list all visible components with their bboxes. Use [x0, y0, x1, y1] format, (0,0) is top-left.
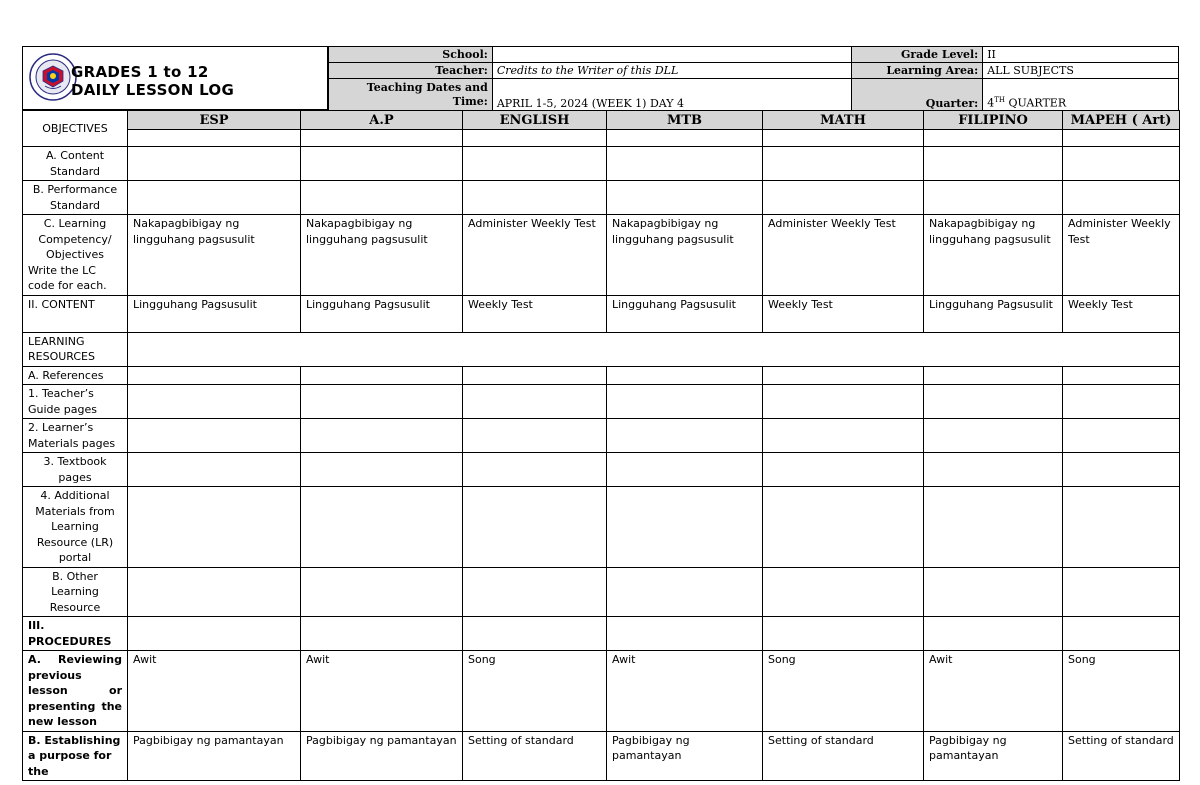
objectives-cell[interactable] [607, 130, 763, 147]
competency-cell-filipino[interactable]: Nakapagbibigay ng lingguhang pagsusulit [924, 215, 1063, 296]
teachers-guide-cell[interactable] [463, 385, 607, 419]
learning-resources-cell[interactable] [128, 332, 1180, 366]
row-label-content-standard: A. Content Standard [23, 147, 128, 181]
content-standard-cell[interactable] [463, 147, 607, 181]
procedures-cell[interactable] [763, 617, 924, 651]
other-resource-cell[interactable] [301, 567, 463, 617]
quarter-field[interactable] [983, 79, 1179, 111]
content-cell-ap[interactable]: Lingguhang Pagsusulit [301, 295, 463, 332]
content-standard-cell[interactable] [924, 147, 1063, 181]
references-cell[interactable] [128, 366, 301, 385]
learners-materials-cell[interactable] [128, 419, 301, 453]
procedures-cell[interactable] [607, 617, 763, 651]
procedures-cell[interactable] [463, 617, 607, 651]
textbook-pages-cell[interactable] [463, 453, 607, 487]
daily-lesson-log-page [22, 46, 1179, 781]
reviewing-cell-filipino[interactable]: Awit [924, 651, 1063, 732]
learners-materials-cell[interactable] [301, 419, 463, 453]
reviewing-cell-mapeh[interactable]: Song [1063, 651, 1180, 732]
competency-cell-mapeh[interactable]: Administer Weekly Test [1063, 215, 1180, 296]
textbook-pages-cell[interactable] [301, 453, 463, 487]
row-label-content: II. CONTENT [23, 295, 128, 332]
info-table [328, 46, 1179, 111]
references-cell[interactable] [607, 366, 763, 385]
learning-area-field[interactable]: ALL SUBJECTS [983, 63, 1179, 79]
performance-standard-cell[interactable] [607, 181, 763, 215]
subject-header-filipino: FILIPINO [924, 111, 1063, 130]
teachers-guide-cell[interactable] [1063, 385, 1180, 419]
content-cell-english[interactable]: Weekly Test [463, 295, 607, 332]
row-label-reviewing: A. Reviewing previous lesson or presenting the new lesson [23, 651, 128, 732]
competency-cell-english[interactable]: Administer Weekly Test [463, 215, 607, 296]
row-label-other-resource: B. Other Learning Resource [23, 567, 128, 617]
establishing-cell-ap[interactable]: Pagbibigay ng pamantayan [301, 731, 463, 781]
objectives-cell[interactable] [301, 130, 463, 147]
teacher-label: Teacher: [329, 63, 493, 79]
procedures-cell[interactable] [301, 617, 463, 651]
other-resource-cell[interactable] [607, 567, 763, 617]
establishing-cell-mtb[interactable]: Pagbibigay ng pamantayan [607, 731, 763, 781]
teaching-dates-label [329, 79, 493, 111]
grade-level-field[interactable]: II [983, 47, 1179, 63]
title-box [22, 46, 328, 110]
competency-cell-math[interactable]: Administer Weekly Test [763, 215, 924, 296]
teachers-guide-cell[interactable] [924, 385, 1063, 419]
teachers-guide-cell[interactable] [128, 385, 301, 419]
teachers-guide-cell[interactable] [607, 385, 763, 419]
reviewing-cell-ap[interactable]: Awit [301, 651, 463, 732]
quarter-number: 4 [987, 97, 995, 110]
textbook-pages-cell[interactable] [607, 453, 763, 487]
objectives-cell[interactable] [924, 130, 1063, 147]
row-label-learning-competency [23, 215, 128, 296]
row-label-additional-materials: 4. Additional Materials from Learning Resource (LR) portal [23, 487, 128, 568]
establishing-cell-filipino[interactable]: Pagbibigay ng pamantayan [924, 731, 1063, 781]
content-cell-mtb[interactable]: Lingguhang Pagsusulit [607, 295, 763, 332]
row-label-teachers-guide: 1. Teacher’s Guide pages [23, 385, 128, 419]
references-cell[interactable] [463, 366, 607, 385]
competency-cell-mtb[interactable]: Nakapagbibigay ng lingguhang pagsusulit [607, 215, 763, 296]
row-label-references: A. References [23, 366, 128, 385]
objectives-cell[interactable] [463, 130, 607, 147]
quarter-text: QUARTER [1004, 97, 1067, 110]
teaching-dates-label-line1: Teaching Dates and [366, 80, 488, 94]
additional-materials-cell[interactable] [1063, 487, 1180, 568]
content-standard-cell[interactable] [607, 147, 763, 181]
lesson-log-table [22, 110, 1180, 781]
subject-header-english: ENGLISH [463, 111, 607, 130]
additional-materials-cell[interactable] [463, 487, 607, 568]
learners-materials-cell[interactable] [607, 419, 763, 453]
learners-materials-cell[interactable] [763, 419, 924, 453]
title-grades: GRADES 1 to 12 [71, 63, 209, 81]
references-cell[interactable] [763, 366, 924, 385]
subject-header-mtb: MTB [607, 111, 763, 130]
content-standard-cell[interactable] [1063, 147, 1180, 181]
quarter-suffix: TH [994, 96, 1005, 105]
reviewing-cell-english[interactable]: Song [463, 651, 607, 732]
content-cell-mapeh[interactable]: Weekly Test [1063, 295, 1180, 332]
content-cell-math[interactable]: Weekly Test [763, 295, 924, 332]
learners-materials-cell[interactable] [1063, 419, 1180, 453]
reviewing-cell-mtb[interactable]: Awit [607, 651, 763, 732]
reviewing-cell-esp[interactable]: Awit [128, 651, 301, 732]
objectives-cell[interactable] [763, 130, 924, 147]
learning-competency-note: Write the LC code for each. [28, 263, 107, 292]
textbook-pages-cell[interactable] [1063, 453, 1180, 487]
school-field[interactable] [492, 47, 851, 63]
additional-materials-cell[interactable] [924, 487, 1063, 568]
procedures-cell[interactable] [128, 617, 301, 651]
dll-header [22, 46, 1179, 110]
additional-materials-cell[interactable] [607, 487, 763, 568]
performance-standard-cell[interactable] [128, 181, 301, 215]
additional-materials-cell[interactable] [301, 487, 463, 568]
objectives-header: OBJECTIVES [23, 111, 128, 147]
subject-header-mapeh: MAPEH ( Art) [1063, 111, 1180, 130]
references-cell[interactable] [301, 366, 463, 385]
other-resource-cell[interactable] [128, 567, 301, 617]
grade-level-label: Grade Level: [852, 47, 983, 63]
other-resource-cell[interactable] [463, 567, 607, 617]
competency-cell-esp[interactable]: Nakapagbibigay ng lingguhang pagsusulit [128, 215, 301, 296]
learning-competency-title: C. Learning Competency/ Objectives [38, 217, 112, 261]
teaching-dates-field[interactable]: APRIL 1-5, 2024 (WEEK 1) DAY 4 [492, 79, 851, 111]
reviewing-cell-math[interactable]: Song [763, 651, 924, 732]
objectives-cell[interactable] [128, 130, 301, 147]
performance-standard-cell[interactable] [301, 181, 463, 215]
references-cell[interactable] [1063, 366, 1180, 385]
title-daily-lesson-log: DAILY LESSON LOG [71, 81, 235, 99]
content-standard-cell[interactable] [128, 147, 301, 181]
performance-standard-cell[interactable] [924, 181, 1063, 215]
establishing-cell-mapeh[interactable]: Setting of standard [1063, 731, 1180, 781]
textbook-pages-cell[interactable] [763, 453, 924, 487]
references-cell[interactable] [924, 366, 1063, 385]
performance-standard-cell[interactable] [763, 181, 924, 215]
row-label-establishing: B. Establishing a purpose for the [23, 731, 128, 781]
competency-cell-ap[interactable]: Nakapagbibigay ng lingguhang pagsusulit [301, 215, 463, 296]
row-label-learners-materials: 2. Learner’s Materials pages [23, 419, 128, 453]
additional-materials-cell[interactable] [763, 487, 924, 568]
teachers-guide-cell[interactable] [763, 385, 924, 419]
quarter-label: Quarter: [852, 79, 983, 111]
procedures-cell[interactable] [924, 617, 1063, 651]
subject-header-math: MATH [763, 111, 924, 130]
objectives-cell[interactable] [1063, 130, 1180, 147]
textbook-pages-cell[interactable] [924, 453, 1063, 487]
school-label: School: [329, 47, 493, 63]
learners-materials-cell[interactable] [924, 419, 1063, 453]
row-label-performance-standard: B. Performance Standard [23, 181, 128, 215]
other-resource-cell[interactable] [763, 567, 924, 617]
content-cell-filipino[interactable]: Lingguhang Pagsusulit [924, 295, 1063, 332]
additional-materials-cell[interactable] [128, 487, 301, 568]
performance-standard-cell[interactable] [1063, 181, 1180, 215]
textbook-pages-cell[interactable] [128, 453, 301, 487]
other-resource-cell[interactable] [1063, 567, 1180, 617]
subject-header-ap: A.P [301, 111, 463, 130]
deped-seal-icon [29, 53, 77, 101]
content-cell-esp[interactable]: Lingguhang Pagsusulit [128, 295, 301, 332]
procedures-cell[interactable] [1063, 617, 1180, 651]
establishing-cell-english[interactable]: Setting of standard [463, 731, 607, 781]
content-standard-cell[interactable] [763, 147, 924, 181]
teaching-dates-label-line2: Time: [452, 94, 488, 108]
teacher-field[interactable]: Credits to the Writer of this DLL [492, 63, 851, 79]
row-label-textbook-pages: 3. Textbook pages [23, 453, 128, 487]
establishing-cell-esp[interactable]: Pagbibigay ng pamantayan [128, 731, 301, 781]
content-standard-cell[interactable] [301, 147, 463, 181]
row-label-procedures: III. PROCEDURES [23, 617, 128, 651]
establishing-cell-math[interactable]: Setting of standard [763, 731, 924, 781]
performance-standard-cell[interactable] [463, 181, 607, 215]
other-resource-cell[interactable] [924, 567, 1063, 617]
subject-header-esp: ESP [128, 111, 301, 130]
learning-area-label: Learning Area: [852, 63, 983, 79]
row-label-learning-resources: LEARNING RESOURCES [23, 332, 128, 366]
learners-materials-cell[interactable] [463, 419, 607, 453]
teachers-guide-cell[interactable] [301, 385, 463, 419]
